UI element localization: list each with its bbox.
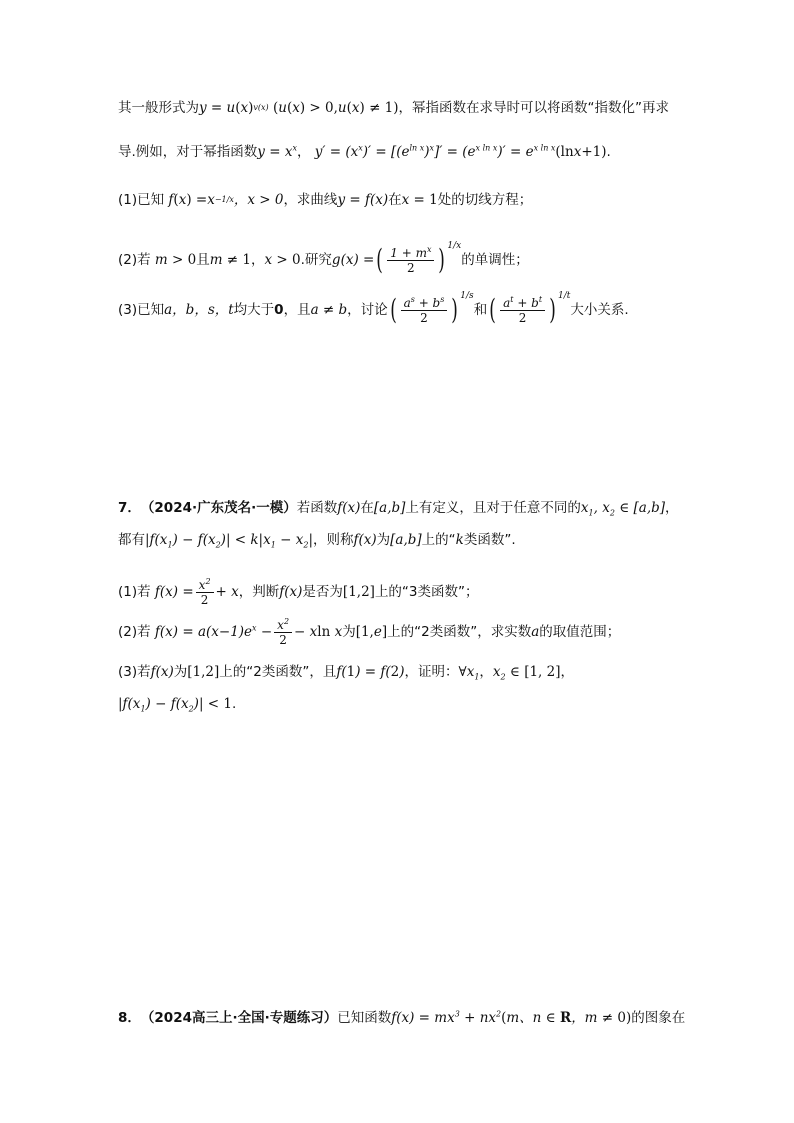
p6-line2: 导.例如，对于幂指函数 $y = x^x$ ， $y' = (x^x)' = [(e^{ln x})^x]' = (e^{x ln x})' = e^{x ln x}(\ln x+1)$ .	[118, 143, 611, 160]
p7-q1: (1)若 f(x) = $\frac{x^2}{2}$ + x ，判断 f(x) 是否为 [1,2] 上的“3类函数”；	[118, 576, 479, 607]
p7-q2-text-c: 上的“2类函数”，求实数	[387, 624, 532, 640]
formula-q2-g: g(x) =	[331, 252, 375, 268]
p7-q3-text-e: ，	[479, 664, 493, 680]
p6-q1: (1)已知 f ( x ) = x −1/x ，x > 0 ，求曲线 y = f(x) 在 x = 1 处的切线方程；	[118, 192, 533, 208]
p6-line1-text-a: 其一般形式为	[118, 100, 199, 116]
p7-line1-text-a: 若函数	[296, 500, 338, 516]
p7-q2: (2)若 $f(x) = a(x-1)e^x$ − $\frac{x^2}{2}$ − xln x 为 [1, e ] 上的“2类函数”，求实数 a 的取值范围；	[118, 616, 621, 647]
p6-q2-text-a: (2)若	[118, 252, 151, 268]
p6-q2-text-e: 的单调性；	[461, 252, 529, 268]
formula-q1-f: f	[164, 192, 174, 208]
p6-q1-text-b: ，求曲线	[283, 192, 338, 208]
p7-q3-line2	[118, 694, 688, 714]
formula-p7-q3-conclusion: $|f(x_1) - f(x_2)| < 1$	[118, 696, 232, 714]
p7-q3-text-c: 上的“2类函数”，且	[219, 664, 337, 680]
p7-q1-text-b: ，判断	[238, 584, 280, 600]
p7-q1-text-a: (1)若	[118, 584, 151, 600]
p7-q3-text-b: 为	[173, 664, 188, 680]
p7-line1: 7． （2024·广东茂名·一模） 若函数 f(x) 在 [a,b] 上有定义，且对于任意不同的 $x_1$, $x_2$ ∈ [a,b] ，	[118, 500, 679, 518]
formula-p7-def: $|f(x_1) - f(x_2)| < k|x_1 - x_2|$	[145, 532, 313, 550]
p7-q3: (3)若 f(x) 为 [1,2] 上的“2类函数”，且 f(1) = f(2) ，证明： $\forall x_1$ ， $x_2$ ∈ [1, 2] ，	[118, 664, 574, 682]
p6-line2-text-a: 导.例如，对于幂指函数	[118, 144, 258, 160]
p6-q1-text-a: (1)已知	[118, 192, 165, 208]
p7-number: 7．	[118, 500, 141, 516]
p7-q3-text-g: .	[231, 696, 237, 712]
formula-p8-f: $f(x) = mx^3 + nx^2(m$、n ∈ R，m ≠ 0)	[391, 1009, 632, 1026]
p7-q3-text-f: ，	[560, 664, 574, 680]
p7-source: （2024·广东茂名·一模）	[140, 500, 297, 516]
p6-q3-text-b: 均大于	[233, 302, 275, 318]
p8-text-a: 已知函数	[337, 1010, 392, 1026]
formula-general-form: y = u	[199, 100, 236, 116]
p7-q3-text-d: ，证明：	[404, 664, 459, 680]
p7-line2: 都有 $|f(x_1) - f(x_2)| < k|x_1 - x_2|$ ，则称 f(x) 为 [a,b] 上的“ k 类函数”.	[118, 532, 516, 550]
formula-q1-point: x = 1	[401, 192, 438, 208]
p7-line2-text-d: 上的“	[421, 532, 456, 548]
p8-text-b: 的图象在	[631, 1010, 686, 1026]
p6-q2-text-d: .研究	[300, 252, 332, 268]
formula-derivative: $y' = (x^x)' = [(e^{ln x})^x]' = (e^{x ln x})' = e^{x ln x}(\ln x+1)$	[314, 143, 607, 160]
p6-line1: 其一般形式为 y = u ( x ) v(x) ( u ( x ) > 0, u ( x ) ≠ 1) ，幂指函数在求导时可以将函数“指数化”再求	[118, 100, 670, 116]
p7-q1-text-d: 上的“3类函数”；	[374, 584, 479, 600]
p8-number: 8．	[118, 1010, 141, 1026]
p6-q3-text-e: 和	[473, 302, 488, 318]
p6-q1-text-d: 处的切线方程；	[437, 192, 533, 208]
p6-q3-text-f: 大小关系.	[570, 302, 629, 318]
p6-q3-zero: 0	[274, 302, 284, 318]
p6-q3-text-d: ，讨论	[347, 302, 388, 318]
formula-q1-curve: y = f(x)	[337, 192, 389, 208]
formula-q3-right: ( $\frac{a^t + b^t}{2}$ ) 1/t	[489, 290, 571, 326]
p7-line2-text-b: ，则称	[313, 532, 354, 548]
p7-line2-text-c: 为	[376, 532, 391, 548]
p7-q2-text-a: (2)若	[118, 624, 151, 640]
p6-q1-text-c: 在	[388, 192, 402, 208]
p8-source: （2024高三上·全国·专题练习）	[140, 1010, 338, 1026]
p6-q3: (3)已知 a，b，s，t 均大于 0 ，且 a ≠ b ，讨论 ( $\frac{a^s + b^s}{2}$ ) 1/s 和 ( $\frac{a^t + b^t}{2}$ ) 1/t 大小关系.	[118, 290, 629, 326]
p8-line1	[118, 1008, 688, 1028]
formula-q3-left: ( $\frac{a^s + b^s}{2}$ ) 1/s	[389, 290, 474, 326]
formula-example: $y = x^x$	[257, 143, 297, 160]
p7-line2-k: k	[455, 532, 464, 548]
p6-q2-text-b: 且	[196, 252, 210, 268]
p7-line2-text-a: 都有	[118, 532, 145, 548]
p6-q3-text-c: ，且	[283, 302, 311, 318]
p6-q3-text-a: (3)已知	[118, 302, 165, 318]
p7-q2-text-b: 为	[342, 624, 356, 640]
p6-q2: (2)若 m > 0 且 m ≠ 1 ， x > 0 .研究 g(x) = ( $\frac{1 + m^x}{2}$ ) 1/x 的单调性；	[118, 240, 529, 276]
p6-q2-text-c: ，	[251, 252, 265, 268]
p7-q2-text-d: 的取值范围；	[539, 624, 621, 640]
p7-line1-text-c: 上有定义，且对于任意不同的	[405, 500, 581, 516]
p7-line1-text-b: 在	[360, 500, 374, 516]
p7-line1-text-d: ，	[665, 500, 679, 516]
p7-q3-text-a: (3)若	[118, 664, 151, 680]
p7-q1-text-c: 是否为	[302, 584, 343, 600]
p7-line2-text-e: 类函数”.	[463, 532, 516, 548]
p6-line1-text-b: ，幂指函数在求导时可以将函数“指数化”再求	[398, 100, 670, 116]
